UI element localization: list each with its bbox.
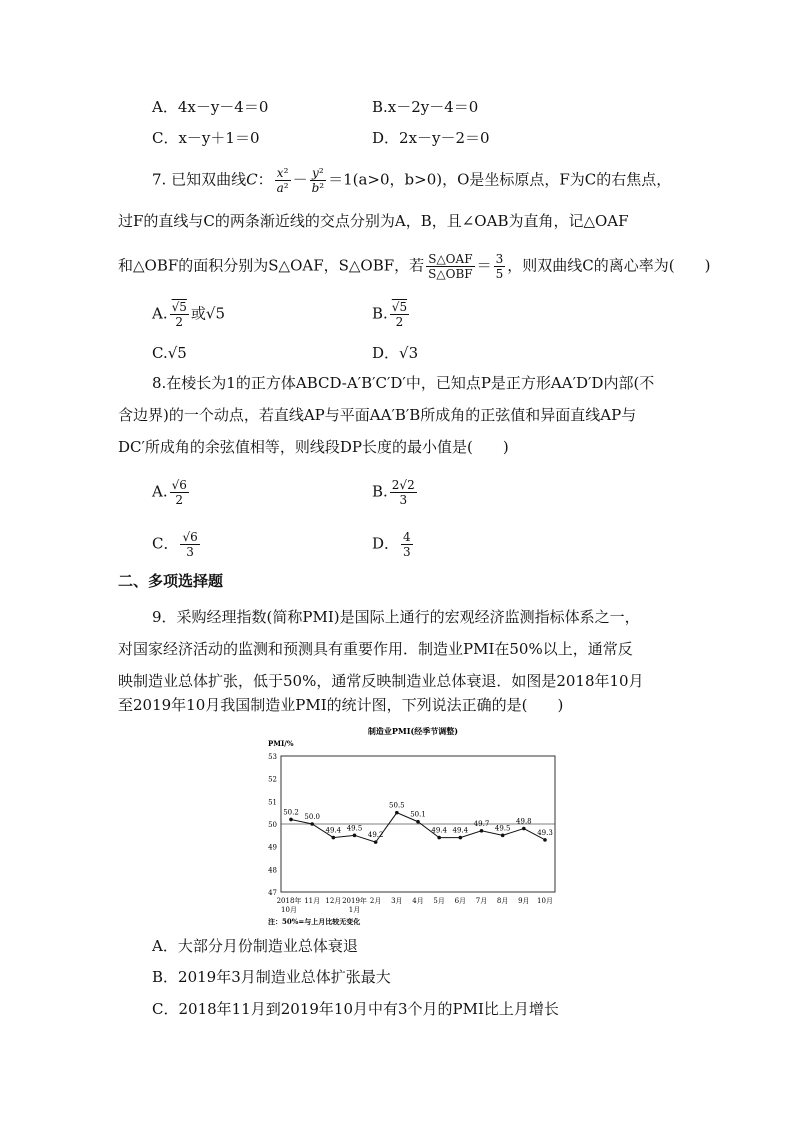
x-tick-label: 12月 <box>325 897 342 905</box>
pmi-data-label: 49.4 <box>431 826 447 835</box>
y-tick-label: 53 <box>268 753 277 761</box>
chart-ylabel: PMI/% <box>268 739 294 748</box>
pmi-data-point <box>437 836 441 840</box>
y-tick-label: 52 <box>268 775 277 784</box>
x-tick-label: 2018年 <box>276 897 302 905</box>
pmi-data-label: 49.5 <box>346 824 363 833</box>
q7-option-c: C.√5 <box>152 344 187 362</box>
pmi-data-point <box>289 818 293 822</box>
pmi-data-label: 49.7 <box>473 819 490 828</box>
q9-option-c: C．2018年11月到2019年10月中有3个月的PMI比上月增长 <box>152 1000 559 1018</box>
q9-line-4: 至2019年10月我国制造业PMI的统计图，下列说法正确的是( ) <box>118 696 564 714</box>
pmi-data-point <box>522 827 526 831</box>
x-tick-label: 7月 <box>475 897 488 905</box>
q6-option-b: B.x－2y－4＝0 <box>372 98 479 116</box>
section-heading: 二、多项选择题 <box>118 572 224 590</box>
x-tick-label: 2019年 <box>342 897 367 905</box>
q9-line-3: 映制造业总体扩张，低于50%，通常反映制造业总体衰退．如图是2018年10月 <box>118 672 644 690</box>
q9-line-1: 9．采购经理指数(简称PMI)是国际上通行的宏观经济监测指标体系之一， <box>152 608 640 626</box>
pmi-data-point <box>480 829 484 833</box>
q7-option-d: D．√3 <box>372 344 419 362</box>
x-tick-label: 2月 <box>369 897 382 905</box>
q7-line3-suffix: ，则双曲线C的离心率为( ) <box>507 256 711 275</box>
q7-area-frac: $\frac{\text{S△OAF}}{\text{S△OBF}}$ <box>428 252 473 281</box>
y-tick-label: 49 <box>268 843 277 852</box>
pmi-data-point <box>332 836 336 840</box>
pmi-data-label: 50.1 <box>410 810 426 819</box>
y-tick-label: 47 <box>268 889 277 897</box>
q7-frac-y: $\frac{\text{y²}}{\text{b²}}$ <box>311 166 325 195</box>
x-tick-label: 6月 <box>454 897 467 905</box>
q8-line-1: 8.在棱长为1的正方体ABCD-A′B′C′D′中，已知点P是正方形AA′D′D内部(不 <box>152 374 655 392</box>
x-tick-label: 10月 <box>537 897 553 905</box>
pmi-data-label: 49.8 <box>516 817 532 826</box>
chart-note: 注：50%=与上月比较无变化 <box>268 917 361 926</box>
q6-option-d: D．2x－y－2＝0 <box>372 129 490 147</box>
pmi-data-label: 49.4 <box>452 826 469 835</box>
q7-frac-x: $\frac{\text{x²}}{\text{a²}}$ <box>276 166 289 195</box>
q6-option-a: A．4x－y－4＝0 <box>152 98 269 116</box>
q8-option-d: D． $\frac{4}{3}$ <box>372 530 411 559</box>
q7-ratio-frac: $\frac{3}{5}$ <box>495 252 504 281</box>
y-tick-label: 48 <box>268 866 277 875</box>
pmi-data-point <box>416 820 420 824</box>
q7-line3-prefix: 和△OBF的面积分别为S△OAF，S△OBF，若 <box>118 256 425 275</box>
x-tick-label: 5月 <box>433 897 445 905</box>
pmi-data-point <box>395 811 399 815</box>
q7-line1-suffix: ＝1(a>0，b>0)，O是坐标原点，F为C的右焦点， <box>328 170 672 189</box>
x-tick-label: 9月 <box>518 897 530 905</box>
q7-line-2: 过F的直线与C的两条渐近线的交点分别为A，B，且∠OAB为直角，记△OAF <box>118 212 629 230</box>
pmi-data-point <box>501 834 505 838</box>
x-tick-label-sub: 10月 <box>281 906 297 914</box>
x-tick-label: 8月 <box>496 897 509 905</box>
q9-line-2: 对国家经济活动的监测和预测具有重要作用．制造业PMI在50%以上，通常反 <box>118 640 633 658</box>
q7-option-a: A. $\frac{√5}{2}$ 或√5 <box>152 300 225 329</box>
pmi-data-point <box>353 834 357 838</box>
x-tick-label: 4月 <box>412 897 424 905</box>
q8-line-3: DC′所成角的余弦值相等，则线段DP长度的最小值是( ) <box>118 438 509 456</box>
q8-option-b: B. $\frac{2√2}{3}$ <box>372 478 415 507</box>
pmi-data-label: 50.0 <box>304 813 320 821</box>
x-tick-label: 3月 <box>391 897 403 905</box>
pmi-data-point <box>459 836 463 840</box>
q7-option-a-tail: 或√5 <box>190 304 225 323</box>
q7-option-b: B. $\frac{√5}{2}$ <box>372 300 408 329</box>
q7-line1-prefix: 7. 已知双曲线 <box>152 170 247 189</box>
pmi-data-label: 49.5 <box>494 824 511 833</box>
chart-title: 制造业PMI(经季节调整) <box>367 726 459 736</box>
pmi-data-label: 49.2 <box>367 831 384 840</box>
q6-option-c: C．x－y＋1＝0 <box>152 129 260 147</box>
y-tick-label: 51 <box>268 798 277 807</box>
pmi-data-point <box>543 838 547 842</box>
x-tick-label: 11月 <box>304 897 321 905</box>
pmi-data-point <box>374 840 378 844</box>
q9-option-a: A．大部分月份制造业总体衰退 <box>152 937 358 955</box>
pmi-chart <box>258 722 568 927</box>
q7-line-3: 和△OBF的面积分别为S△OAF，S△OBF，若 $\frac{\text{S△OAF}}{\text{S△OBF}}$ ＝ $\frac{3}{5}$ ，则双曲线C的离心率为( ) <box>118 252 711 281</box>
q7-line-1: 7. 已知双曲线C： $\frac{\text{x²}}{\text{a²}}$ － $\frac{\text{y²}}{\text{b²}}$ ＝1(a>0，b>0)，O是坐标原点，F为C的右焦点， <box>152 166 672 195</box>
pmi-data-label: 49.4 <box>325 826 342 835</box>
pmi-data-label: 49.3 <box>537 828 553 837</box>
pmi-data-label: 50.2 <box>283 808 299 817</box>
q8-option-c: C． $\frac{√6}{3}$ <box>152 530 198 559</box>
pmi-data-label: 50.5 <box>389 801 405 810</box>
y-tick-label: 50 <box>268 821 277 829</box>
q8-option-a: A. $\frac{√6}{2}$ <box>152 478 187 507</box>
pmi-data-point <box>310 822 314 826</box>
q8-line-2: 含边界)的一个动点，若直线AP与平面AA′B′B所成角的正弦值和异面直线AP与 <box>118 406 637 424</box>
x-tick-label-sub: 1月 <box>348 906 361 914</box>
q9-option-b: B．2019年3月制造业总体扩张最大 <box>152 968 391 986</box>
